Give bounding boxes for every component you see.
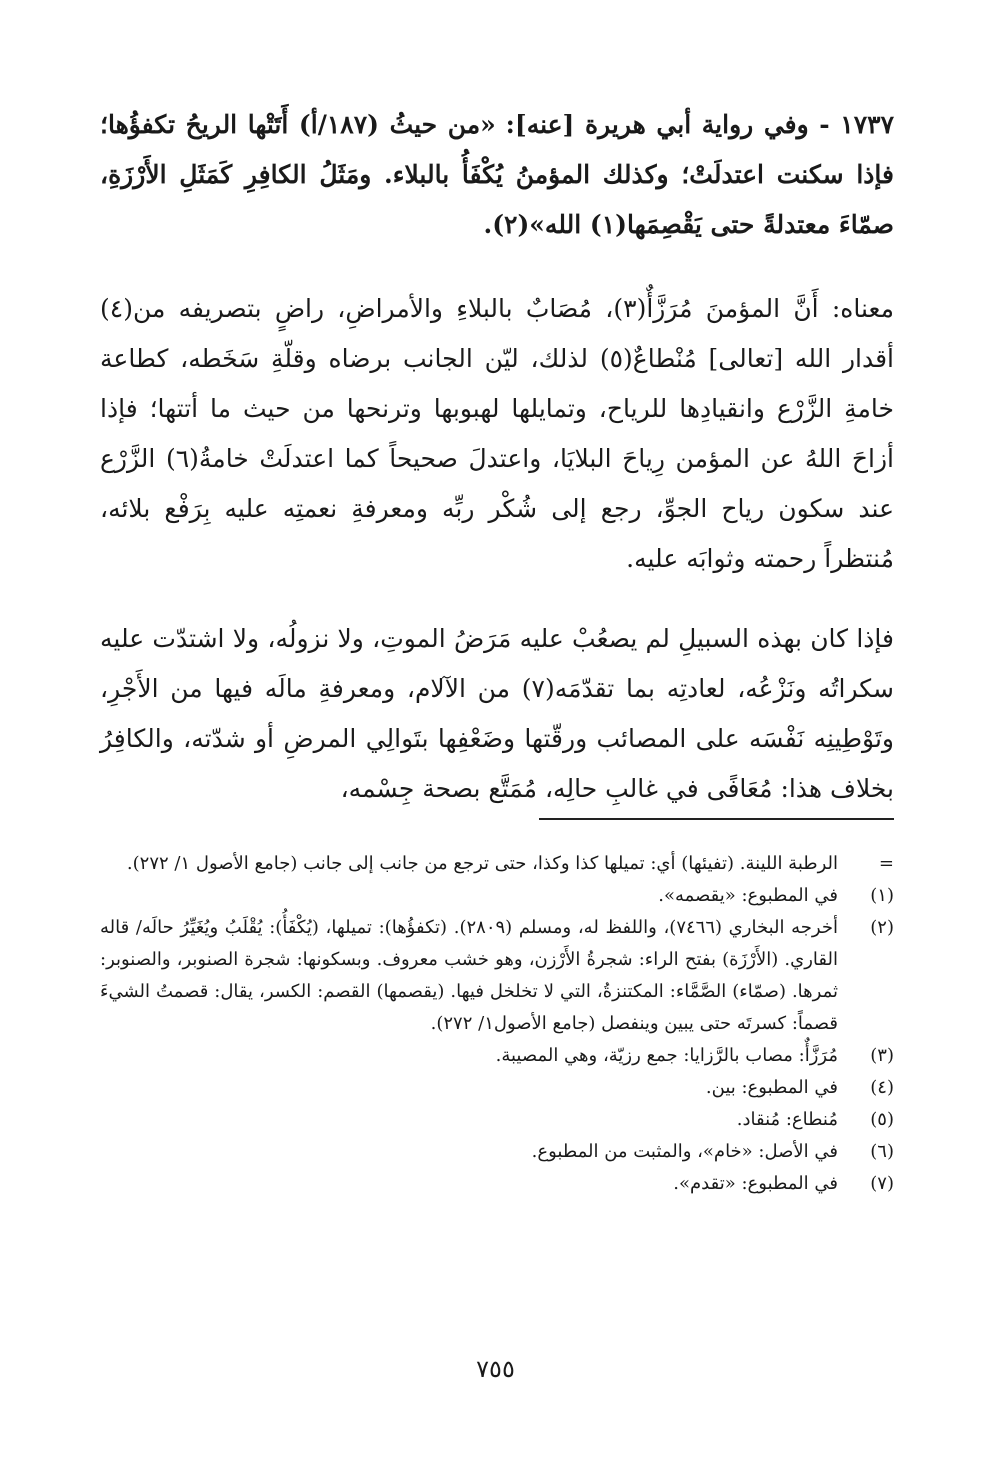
- hadith-lead: ١٧٣٧ - وفي رواية أبي هريرة [عنه]:: [505, 110, 894, 139]
- footnote-number: (٧): [870, 1173, 894, 1194]
- footnote-number: (٤): [870, 1077, 894, 1098]
- footnote-5: [100, 1104, 894, 1136]
- footnote-7: [100, 1168, 894, 1200]
- footnote-4: [100, 1072, 894, 1104]
- footnote-text: في المطبوع: بين.: [705, 1077, 838, 1098]
- footnote-number: (٣): [870, 1045, 894, 1066]
- footnote-text: مُنطاع: مُنقاد.: [736, 1109, 838, 1130]
- footnote-number: (٢): [870, 917, 894, 938]
- footnote-number: (٦): [870, 1141, 894, 1162]
- footnote-text: الرطبة اللينة. (تفيئها) أي: تميلها كذا وكذا، حتى ترجع من جانب إلى جانب (جامع الأصول ١/ ٢٧٢).: [126, 853, 838, 874]
- footnote-number: (١): [870, 885, 894, 906]
- footnote-text: في المطبوع: «يقصمه».: [658, 885, 838, 906]
- footnote-text: في المطبوع: «تقدم».: [673, 1173, 838, 1194]
- hadith-paragraph: [100, 100, 894, 250]
- footnote-continued: [100, 848, 894, 880]
- footnote-2: [100, 912, 894, 1040]
- footnote-separator: [539, 818, 894, 820]
- footnote-1: [100, 880, 894, 912]
- footnote-text: أخرجه البخاري (٧٤٦٦)، واللفظ له، ومسلم (٢٨٠٩). (تكفؤُها): تميلها، (يُكْفَأُ): يُقْلَبُ ويُغَيِّرُ حالَه/ قاله القاري. (الأَرْزَة) بفتح الراء: شجرةُ الأَرْزن، وهو خشب معروف. وبسكونها: شجرة الصنوبر، والصنوبر: ثمرها. (صمّاء) الصَّمَّاء: المكتنزةُ، التي لا تخلخل فيها. (يقصمها) القصم: الكسر، يقال: قصمتُ الشيءَ قصماً: كسرتَه حتى يبين وينفصل (جامع الأصول١/ ٢٧٢).: [100, 917, 838, 1034]
- footnote-3: [100, 1040, 894, 1072]
- footnote-number: (٥): [870, 1109, 894, 1130]
- footnotes: [100, 848, 894, 1200]
- main-text: [100, 100, 894, 814]
- continuation-paragraph: فإذا كان بهذه السبيلِ لم يصعُبْ عليه مَرَضُ الموتِ، ولا نزولُه، ولا اشتدّت عليه سكراتُه ونَزْعُه، لعادتِه بما تقدّمَه(٧) من الآلام، ومعرفةِ مالَه فيها من الأَجْرِ، وتَوْطِينِه نَفْسَه على المصائب ورقّتها وضَعْفِها بتَوالِي المرضِ أو شدّته، والكافِرُ بخلاف هذا: مُعَافًى في غالبِ حالِه، مُمَتَّع بصحة جِسْمه،: [100, 624, 894, 803]
- hadith-text: «من حيثُ (١٨٧/أ) أَتَتْها الريحُ تكفؤُها؛ فإذا سكنت اعتدلَتْ؛ وكذلك المؤمنُ يُكْفَأُ بالبلاء. ومَثَلُ الكافِرِ كَمَثَلِ الأَرْزَةِ، صمّاءَ معتدلةً حتى يَقْصِمَها(١) الله»(٢).: [100, 110, 894, 239]
- footnote-number: =: [878, 853, 894, 874]
- footnote-text: مُرَزَّأٌ: مصاب بالرَّزايا: جمع رزيّة، وهي المصيبة.: [495, 1045, 838, 1066]
- footnote-6: [100, 1136, 894, 1168]
- explanation-paragraph: معناه: أَنَّ المؤمنَ مُرَزَّأٌ(٣)، مُصَابٌ بالبلاءِ والأمراضِ، راضٍ بتصريفه من(٤) أقدار الله [تعالى] مُنْطاعٌ(٥) لذلك، ليّن الجانب برضاه وقلّةِ سَخَطه، كطاعة خامةِ الزَّرْع وانقيادِها للرياح، وتمايلها لهبوبها وترنحها من حيث ما أتتها؛ فإذا أزاحَ اللهُ عن المؤمن رِياحَ البلايَا، واعتدلَ صحيحاً كما اعتدلَتْ خامةُ(٦) الزَّرْع عند سكون رياح الجوِّ، رجع إلى شُكْر ربِّه ومعرفةِ نعمتِه عليه بِرَفْع بلائه، مُنتظراً رحمته وثوابَه عليه.: [100, 294, 895, 573]
- footnote-text: في الأصل: «خام»، والمثبت من المطبوع.: [531, 1141, 838, 1162]
- page-number: ٧٥٥: [476, 1355, 515, 1383]
